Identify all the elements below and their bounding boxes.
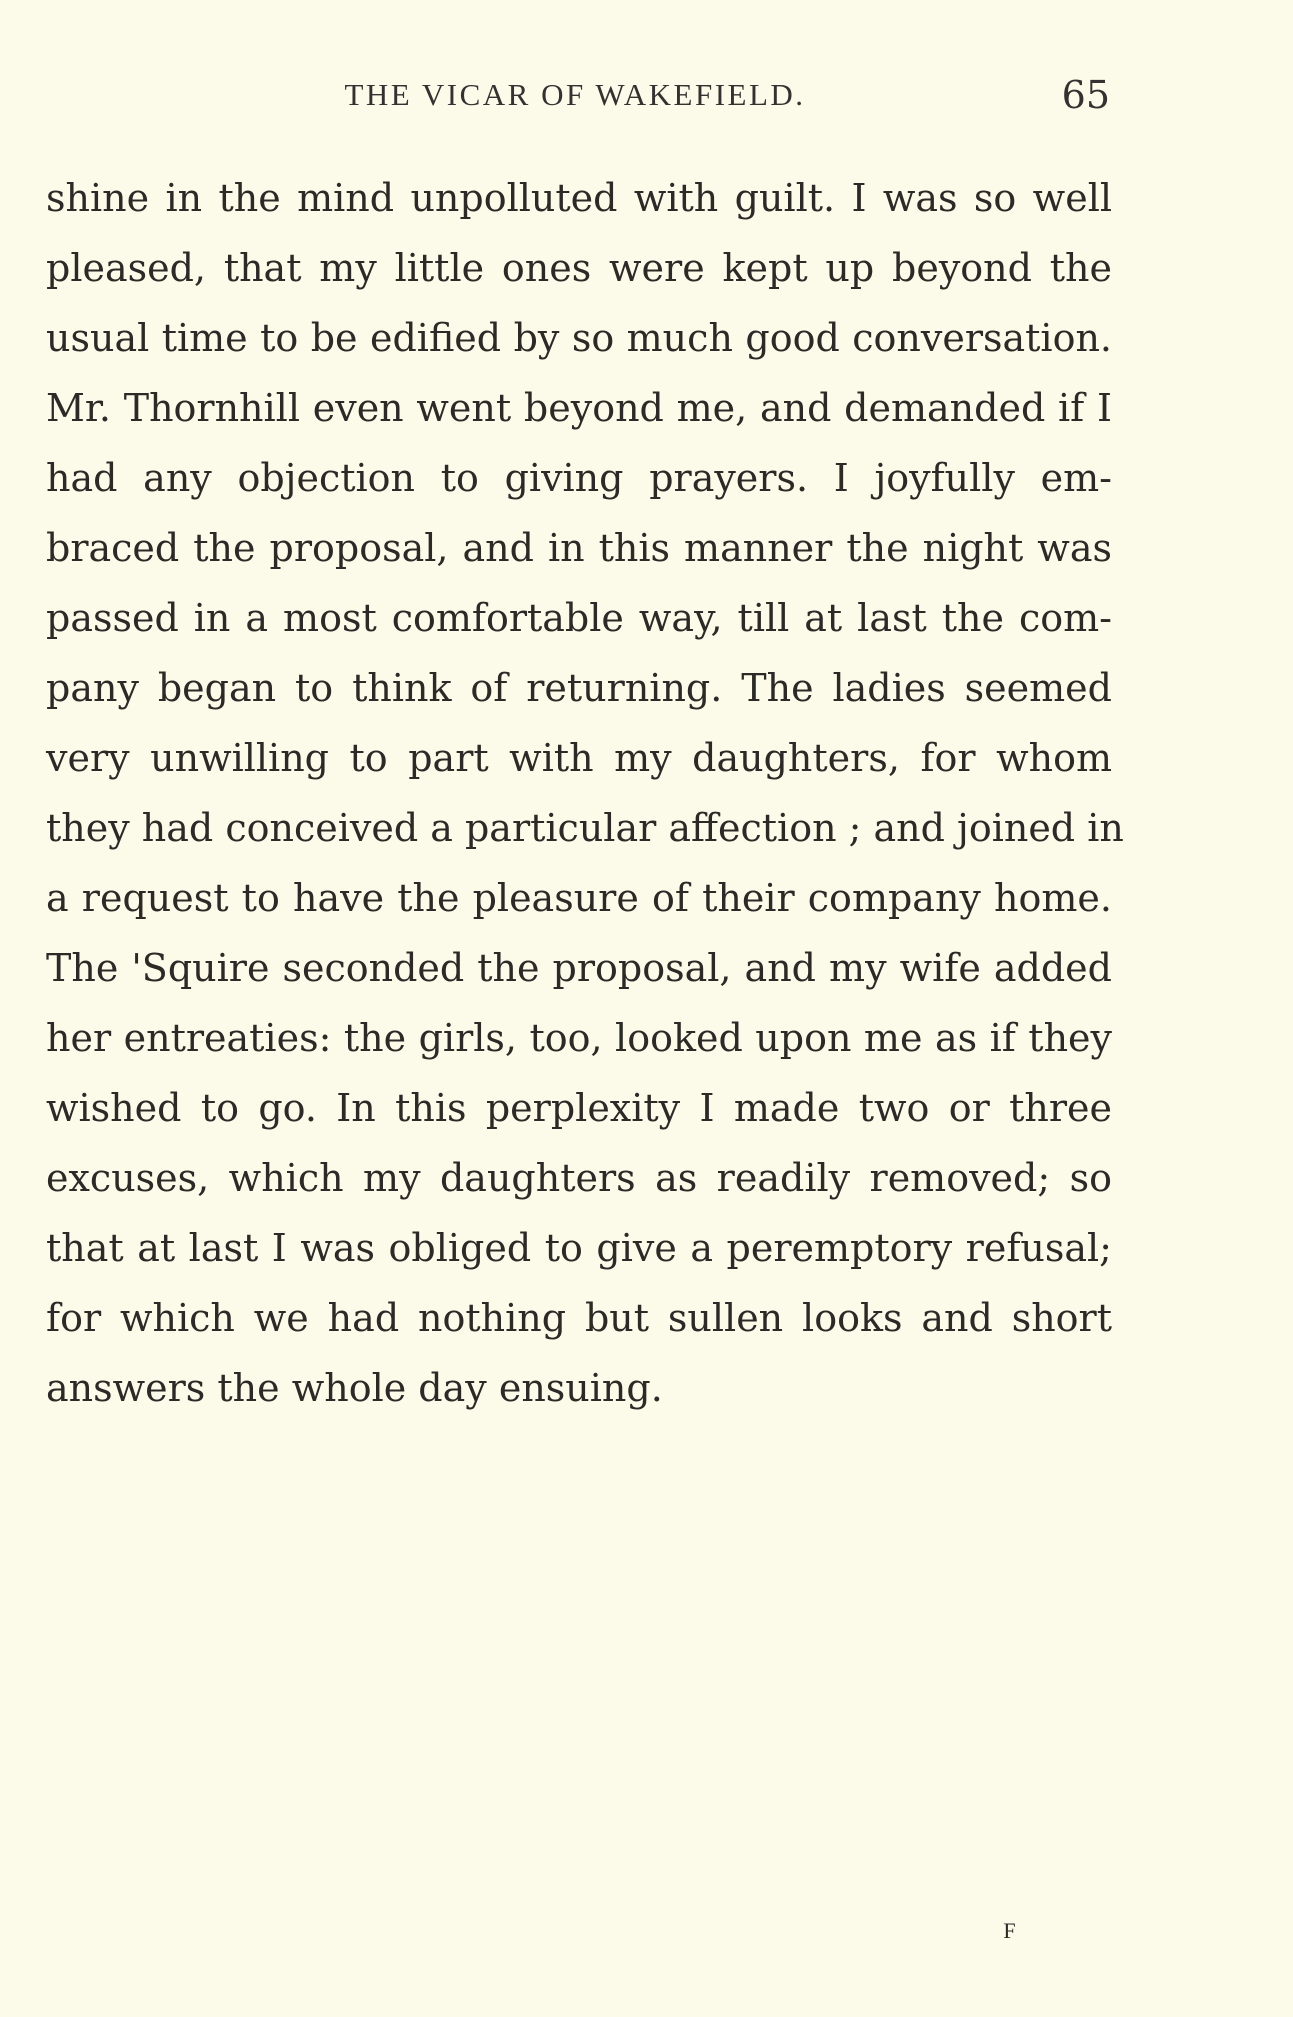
text-line: her entreaties: the girls, too, looked upon me as if they [46, 1016, 1112, 1060]
signature-mark: F [1003, 1918, 1017, 1943]
text-line: Mr. Thornhill even went beyond me, and demanded if I [46, 386, 1112, 430]
running-title: THE VICAR OF WAKEFIELD. [344, 77, 806, 112]
body-text [46, 163, 1124, 1423]
text-line: for which we had nothing but sullen looks and short [46, 1296, 1112, 1340]
text-line: a request to have the pleasure of their company home. [46, 876, 1112, 920]
text-line: usual time to be edified by so much good conversation. [46, 316, 1112, 360]
text-line: that at last I was obliged to give a peremptory refusal; [46, 1226, 1112, 1270]
running-head [0, 70, 1293, 120]
text-line: wished to go. In this perplexity I made two or three [46, 1086, 1112, 1130]
text-line: pany began to think of returning. The ladies seemed [46, 666, 1112, 710]
text-line: very unwilling to part with my daughters, for whom [46, 736, 1112, 780]
text-line: pleased, that my little ones were kept up beyond the [46, 246, 1112, 290]
text-line: shine in the mind unpolluted with guilt. I was so well [46, 176, 1112, 220]
text-line: The 'Squire seconded the proposal, and my wife added [46, 946, 1112, 990]
text-line: had any objection to giving prayers. I joyfully em- [46, 456, 1112, 500]
page-number: 65 [1061, 73, 1110, 117]
text-line: they had conceived a particular affection ; and joined in [46, 806, 1124, 850]
text-line: excuses, which my daughters as readily removed; so [46, 1156, 1112, 1200]
text-line-last: answers the whole day ensuing. [46, 1366, 663, 1410]
text-line: passed in a most comfortable way, till at last the com- [46, 596, 1112, 640]
text-line: braced the proposal, and in this manner the night was [46, 526, 1112, 570]
